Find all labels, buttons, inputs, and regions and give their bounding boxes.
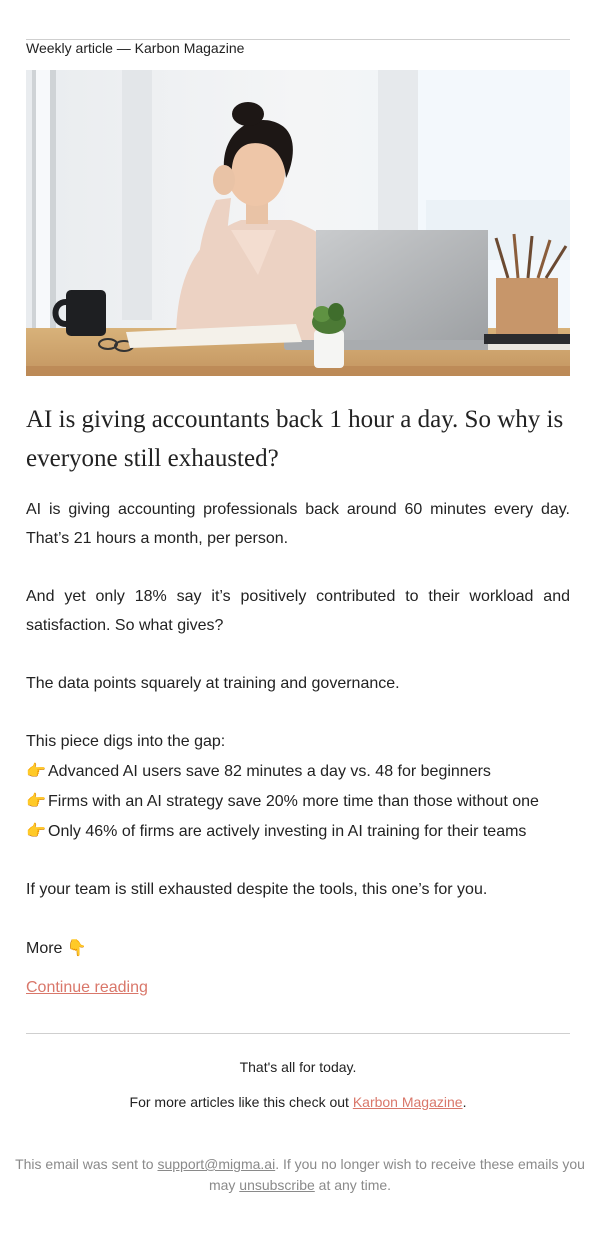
list-intro: This piece digs into the gap: — [26, 733, 226, 750]
closing-text: If your team is still exhausted despite the tools, this one’s for you. — [26, 881, 488, 898]
pointing-right-icon: 👉 — [26, 821, 46, 840]
preheader-text: Weekly article — Karbon Magazine — [26, 40, 245, 56]
footer — [26, 1058, 570, 1111]
hero-illustration — [26, 70, 570, 376]
recipient-email-link[interactable]: support@migma.ai — [157, 1156, 276, 1172]
unsubscribe-link[interactable]: unsubscribe — [239, 1177, 315, 1193]
bottom-divider — [26, 1033, 570, 1034]
footer-more-articles: For more articles like this check out Karbon Magazine. — [129, 1094, 467, 1110]
article-body — [26, 495, 570, 963]
more-line — [26, 933, 570, 963]
hero-image — [26, 70, 570, 376]
paragraph: And yet only 18% say it’s positively contributed to their workload and satisfaction. So what gives? — [26, 588, 570, 634]
pointing-right-icon: 👉 — [26, 791, 46, 810]
pointing-down-icon: 👇 — [66, 938, 87, 957]
more-label: More — [26, 940, 63, 957]
list-item — [26, 816, 570, 846]
continue-reading-link[interactable]: Continue reading — [26, 979, 148, 996]
paragraph: The data points squarely at training and governance. — [26, 675, 400, 692]
list-item — [26, 756, 570, 786]
pointing-right-icon: 👉 — [26, 761, 46, 780]
email-container — [26, 0, 570, 1111]
list-item-text: Advanced AI users save 82 minutes a day vs. 48 for beginners — [48, 763, 491, 780]
list-item-text: Firms with an AI strategy save 20% more time than those without one — [48, 793, 539, 810]
karbon-magazine-link[interactable]: Karbon Magazine — [352, 1094, 463, 1110]
article-headline: AI is giving accountants back 1 hour a day. So why is everyone still exhausted? — [26, 406, 564, 472]
list-item-text: Only 46% of firms are actively investing in AI training for their teams — [48, 823, 527, 840]
legal-notice: This email was sent to support@migma.ai. If you no longer wish to receive these emails you may unsubscribe at any time. — [15, 1156, 585, 1193]
list-item — [26, 786, 570, 816]
footer-signoff: That's all for today. — [239, 1059, 357, 1075]
paragraph: AI is giving accounting professionals back around 60 minutes every day. That’s 21 hours a month, per person. — [26, 501, 570, 547]
